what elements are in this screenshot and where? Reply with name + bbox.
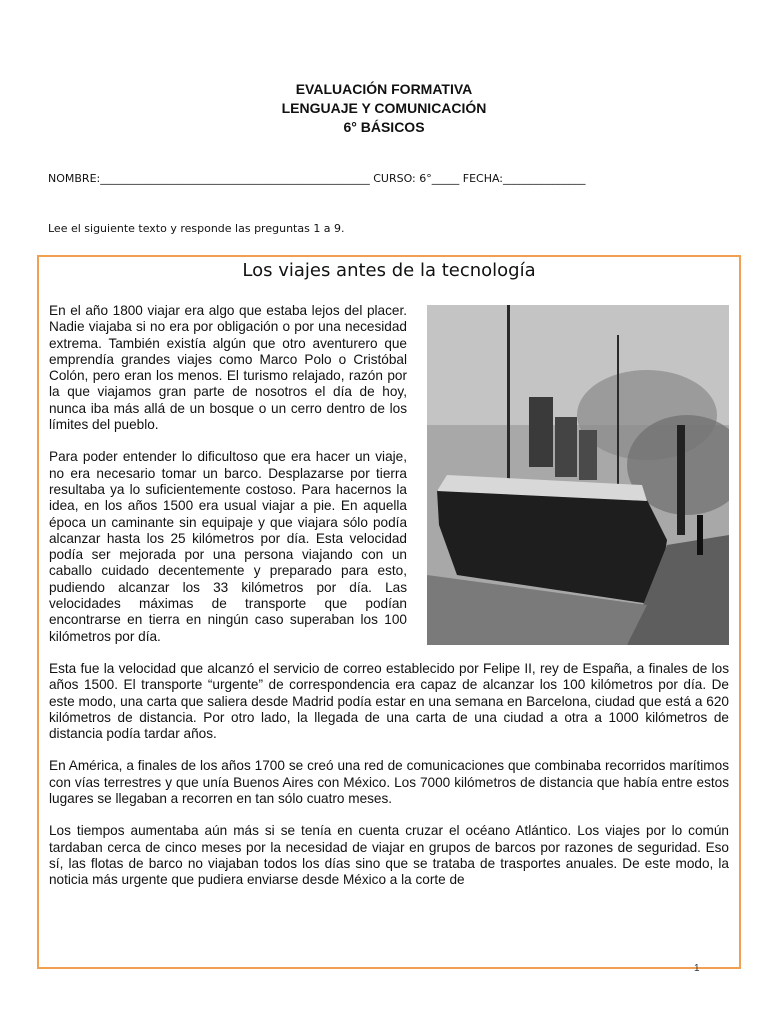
paragraph-2: Para poder entender lo dificultoso que era hacer un viaje, no era necesario tomar un barco. Desplazarse por tierra resultaba ya lo suficientemente costoso. Para hacernos la idea, en los años 1500 era usual viajar a pie. En aquella época un caminante sin equipaje y que viajara sólo podía alcanzar hasta los 25 kilómetros por día. Esta velocidad podía ser mejorada por una persona viajando con un caballo cuidado decentemente y preparado para esto, pudiendo alcanzar los 33 kilómetros por día. Las velocidades máximas de transporte que podían encontrarse en tierra en ningún caso superaban los 100 kilómetros por día. (49, 449, 407, 644)
reading-box (37, 255, 741, 969)
instruction-text: Lee el siguiente texto y responde las preguntas 1 a 9. (48, 222, 345, 235)
header-line-1: EVALUACIÓN FORMATIVA (295, 81, 473, 97)
paragraph-1: En el año 1800 viajar era algo que estaba lejos del placer. Nadie viajaba si no era por obligación o por una necesidad extrema. También existía algún que otro aventurero que emprendía grandes viajes como Marco Polo o Cristóbal Colón, pero eran los menos. El turismo relajado, razón por la que viajamos gran parte de nosotros el día de hoy, nunca iba más allá de un bosque o un cerro dentro de los límites del pueblo. (49, 303, 407, 433)
ship-illustration (427, 305, 729, 645)
reading-title: Los viajes antes de la tecnología (242, 260, 536, 281)
reading-content (49, 303, 729, 905)
student-info-line: NOMBRE:_________________________________________________ CURSO: 6°_____ FECHA:_______________ (48, 172, 586, 185)
paragraph-3: Esta fue la velocidad que alcanzó el servicio de correo establecido por Felipe II, rey de España, a finales de los años 1500. El transporte “urgente” de correspondencia era capaz de alcanzar los 100 kilómetros por día. De este modo, una carta que saliera desde Madrid podía estar en una semana en Barcelona, ciudad que está a 620 kilómetros de distancia. Por otro lado, la llegada de una carta de una ciudad a otra a 1000 kilómetros de distancia podía tardar años. (49, 660, 729, 742)
paragraph-5: Los tiempos aumentaba aún más si se tenía en cuenta cruzar el océano Atlántico. Los viajes por lo común tardaban cerca de cinco meses por la necesidad de viajar en grupos de barcos por razones de seguridad. Eso sí, las flotas de barco no viajaban todos los días sino que se trataba de trasportes anuales. De este modo, la noticia más urgente que pudiera enviarse desde México a la corte de (49, 823, 729, 888)
header-line-2: LENGUAJE Y COMUNICACIÓN (281, 100, 487, 116)
page-number: 1 (694, 963, 700, 974)
document-header (0, 80, 768, 137)
paragraph-4: En América, a finales de los años 1700 se creó una red de comunicaciones que combinaba recorridos marítimos con vías terrestres y que unía Buenos Aires con México. Los 7000 kilómetros de distancia que había entre estos lugares se llegaban a recorren en tan sólo cuatro meses. (49, 758, 729, 807)
ship-photo (427, 305, 729, 645)
header-line-3: 6° BÁSICOS (343, 119, 425, 135)
